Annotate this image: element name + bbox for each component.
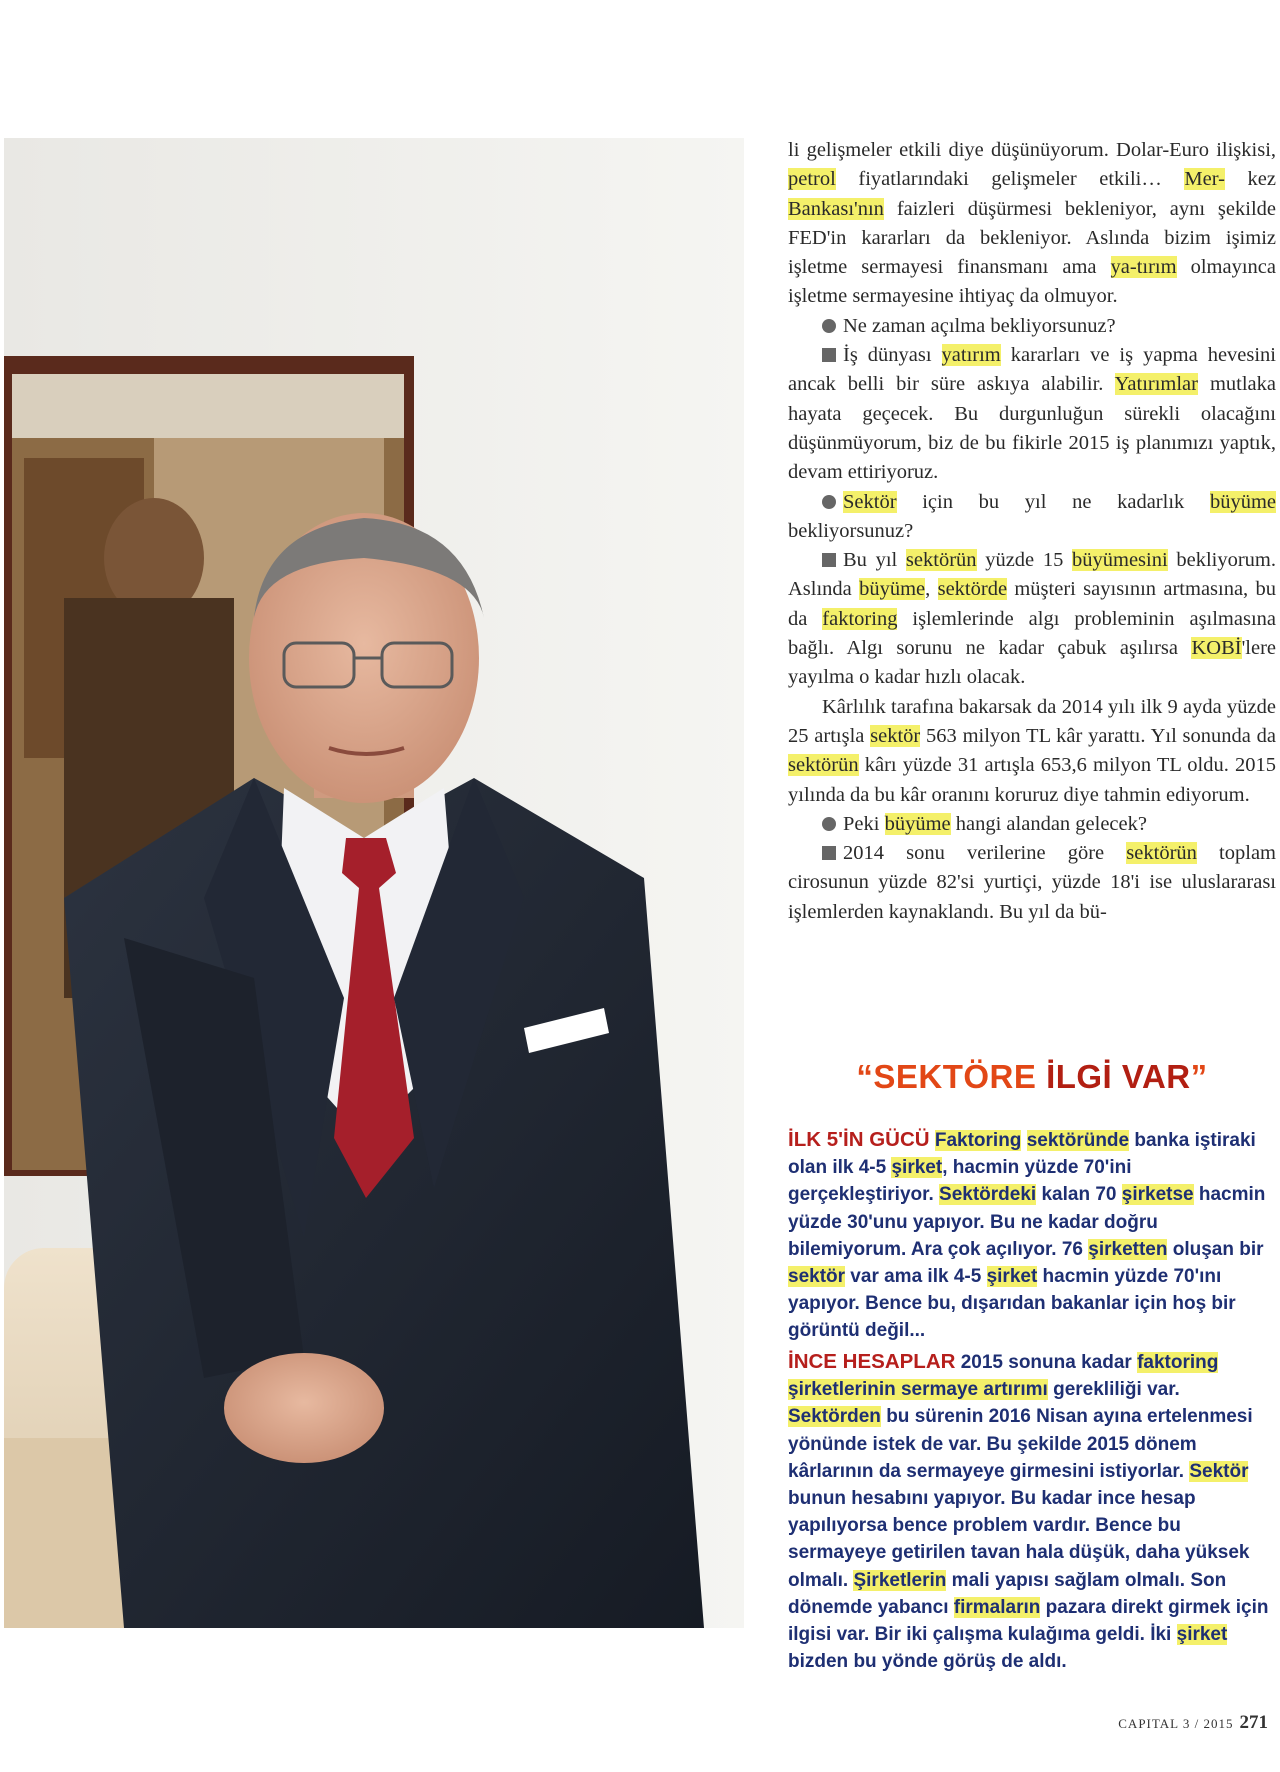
box-section-ince-hesaplar: İNCE HESAPLAR 2015 sonuna kadar faktoring şirketlerinin sermaye artırımı gerekliliği var. Sektörden bu sürenin 2016 Nisan ayına ertelenmesi yönünde istek de var. Bu şekilde 2015 dönem kârlarının da sermayeye girmesini istiyorlar. Sektör bunun hesabını yapıyor. Bu kadar ince hesap yapılıyorsa bence problem vardır. Bence bu sermayeye getirilen tavan hala düşük, daha yüksek olmalı. Şirketlerin mali yapısı sağlam olmalı. Son dönemde yabancı firmaların pazara direkt girmek için ilgisi var. Bir iki çalışma kulağıma geldi. İki şirket bizden bu yönde görüş de aldı. — [788, 1350, 1269, 1673]
article-body — [788, 136, 1276, 927]
answer-2: Bu yıl sektörün yüzde 15 büyümesini bekliyorum. Aslında büyüme, sektörde müşteri sayısının artmasına, bu da faktoring işlemlerinde algı probleminin aşılmasına bağlı. Algı sorunu ne kadar çabuk aşılırsa KOBİ'lere yayılma o kadar hızlı olacak. — [788, 549, 1277, 689]
question-bullet-icon — [822, 495, 836, 509]
portrait-illustration — [4, 138, 744, 1628]
paragraph-profit: Kârlılık tarafına bakarsak da 2014 yılı ilk 9 ayda yüzde 25 artışla sektör 563 milyon TL kâr yarattı. Yıl sonunda da sektörün kârı yüzde 31 artışla 653,6 milyon TL oldu. 2015 yılında da bu kâr oranını koruruz diye tahmin ediyorum. — [788, 695, 1277, 806]
magazine-issue: CAPITAL 3 / 2015 — [1118, 1716, 1234, 1731]
box-section-ilk-5: İLK 5'İN GÜCÜ Faktoring sektöründe banka iştiraki olan ilk 4-5 şirket, hacmin yüzde 70'ini gerçekleştiriyor. Sektördeki kalan 70 şirketse hacmin yüzde 30'unu yapıyor. Bu ne kadar doğru bilemiyorum. Ara çok açılıyor. 76 şirketten oluşan bir sektör var ama ilk 4-5 şirket hacmin yüzde 70'ını yapıyor. Bence bu, dışarıdan bakanlar için hoş bir görüntü değil... — [788, 1128, 1266, 1342]
portrait-photo — [4, 138, 744, 1628]
question-2: Sektör için bu yıl ne kadarlık büyüme bekliyorsunuz? — [788, 490, 1276, 542]
answer-bullet-icon — [822, 553, 836, 567]
section-lead: İNCE HESAPLAR — [788, 1350, 956, 1373]
page-footer — [1118, 1712, 1268, 1734]
answer-bullet-icon — [822, 846, 836, 860]
question-bullet-icon — [822, 817, 836, 831]
question-1: Ne zaman açılma bekliyorsunuz? — [788, 312, 1276, 341]
paragraph-intro: li gelişmeler etkili diye düşünüyorum. Dolar-Euro ilişkisi, petrol fiyatlarındaki gelişmeler etkili… Mer- kez Bankası'nın faizleri düşürmesi bekleniyor, aynı şekilde FED'in kararları da bekleniyor. Aslında bizim işimiz işletme sermayesi finansmanı ama ya-tırım olmayınca işletme sermayesine ihtiyaç da olmuyor. — [788, 139, 1277, 308]
answer-bullet-icon — [822, 348, 836, 362]
answer-3: 2014 sonu verilerine göre sektörün toplam cirosunun yüzde 82'si yurtiçi, yüzde 18'i ise uluslararası işlemlerden kaynaklandı. Bu yıl da bü- — [788, 842, 1276, 923]
answer-1: İş dünyası yatırım kararları ve iş yapma hevesini ancak belli bir süre askıya alabilir. Yatırımlar mutlaka hayata geçecek. Bu durgunluğun sürekli olacağını düşünmüyorum, biz de bu fikirle 2015 iş planımızı yaptık, devam ettiriyoruz. — [788, 344, 1277, 484]
question-3: Peki büyüme hangi alandan gelecek? — [788, 810, 1276, 839]
question-bullet-icon — [822, 319, 836, 333]
sidebar-box-title: “SEKTÖRE İLGİ VAR” — [856, 1058, 1208, 1095]
section-lead: İLK 5'İN GÜCÜ — [788, 1128, 930, 1151]
page-number: 271 — [1239, 1712, 1268, 1733]
